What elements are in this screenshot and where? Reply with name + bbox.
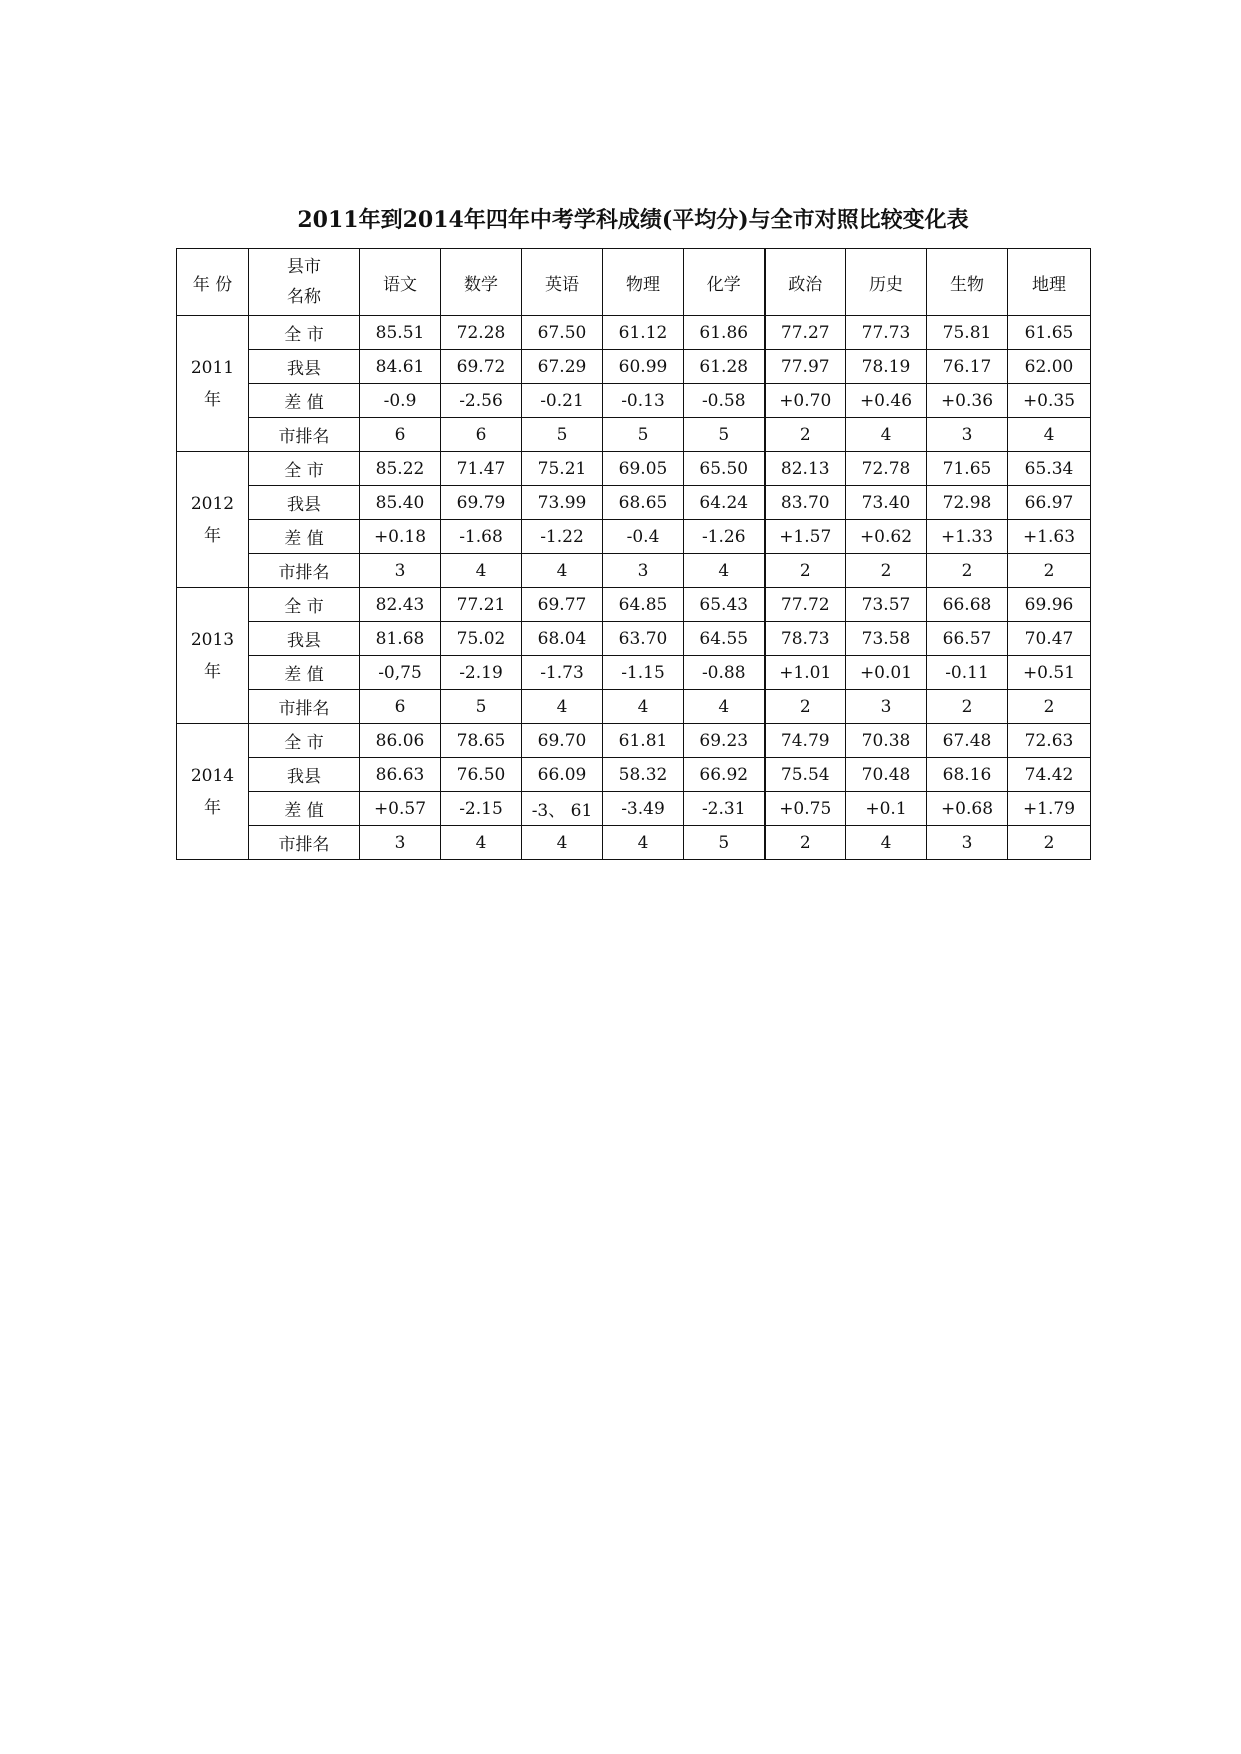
- table-row: [177, 758, 1091, 792]
- cell-city-rank-biology: 2: [927, 554, 1008, 588]
- cell-city-politics: 77.27: [765, 316, 846, 350]
- cell-difference-english: -1.73: [522, 656, 603, 690]
- header-county-name-line1: 县市: [287, 257, 321, 277]
- cell-city-geography: 69.96: [1008, 588, 1091, 622]
- cell-city-history: 72.78: [846, 452, 927, 486]
- row-label-city-rank: 市排名: [249, 826, 360, 860]
- cell-county-biology: 76.17: [927, 350, 1008, 384]
- table-row: [177, 486, 1091, 520]
- cell-county-english: 73.99: [522, 486, 603, 520]
- cell-city-rank-chinese: 6: [360, 690, 441, 724]
- cell-county-history: 70.48: [846, 758, 927, 792]
- table-body: [177, 316, 1091, 860]
- cell-county-chinese: 81.68: [360, 622, 441, 656]
- row-label-difference: 差 值: [249, 520, 360, 554]
- cell-county-chinese: 84.61: [360, 350, 441, 384]
- row-label-city-rank: 市排名: [249, 418, 360, 452]
- cell-city-rank-politics: 2: [765, 826, 846, 860]
- cell-city-rank-history: 4: [846, 826, 927, 860]
- header-row: [177, 249, 1091, 316]
- cell-city-rank-english: 4: [522, 826, 603, 860]
- cell-city-chinese: 85.51: [360, 316, 441, 350]
- cell-county-chinese: 85.40: [360, 486, 441, 520]
- cell-difference-english: -1.22: [522, 520, 603, 554]
- cell-city-rank-chemistry: 4: [684, 690, 765, 724]
- cell-city-rank-politics: 2: [765, 418, 846, 452]
- cell-difference-history: +0.62: [846, 520, 927, 554]
- cell-city-rank-history: 4: [846, 418, 927, 452]
- header-subject-geography: 地理: [1008, 249, 1091, 316]
- cell-county-politics: 75.54: [765, 758, 846, 792]
- table-row: [177, 316, 1091, 350]
- cell-county-history: 73.58: [846, 622, 927, 656]
- cell-city-rank-physics: 4: [603, 690, 684, 724]
- cell-county-geography: 74.42: [1008, 758, 1091, 792]
- year-number: 2013: [190, 629, 235, 650]
- row-label-city: 全 市: [249, 316, 360, 350]
- row-label-county: 我县: [249, 350, 360, 384]
- cell-difference-math: -2.19: [441, 656, 522, 690]
- cell-city-rank-geography: 4: [1008, 418, 1091, 452]
- cell-county-math: 75.02: [441, 622, 522, 656]
- cell-difference-geography: +0.51: [1008, 656, 1091, 690]
- table-row: [177, 452, 1091, 486]
- year-number: 2011: [190, 357, 235, 378]
- row-label-city: 全 市: [249, 452, 360, 486]
- cell-city-biology: 71.65: [927, 452, 1008, 486]
- cell-county-biology: 66.57: [927, 622, 1008, 656]
- cell-city-math: 78.65: [441, 724, 522, 758]
- year-suffix: 年: [204, 389, 221, 410]
- cell-difference-chinese: -0,75: [360, 656, 441, 690]
- cell-difference-math: -2.56: [441, 384, 522, 418]
- cell-city-rank-chemistry: 5: [684, 418, 765, 452]
- cell-city-history: 70.38: [846, 724, 927, 758]
- year-suffix: 年: [204, 661, 221, 682]
- cell-city-politics: 77.72: [765, 588, 846, 622]
- cell-city-rank-politics: 2: [765, 554, 846, 588]
- cell-city-rank-biology: 3: [927, 418, 1008, 452]
- row-label-county: 我县: [249, 486, 360, 520]
- cell-county-chemistry: 66.92: [684, 758, 765, 792]
- cell-city-politics: 74.79: [765, 724, 846, 758]
- cell-city-physics: 61.81: [603, 724, 684, 758]
- cell-city-english: 75.21: [522, 452, 603, 486]
- cell-city-rank-chemistry: 4: [684, 554, 765, 588]
- cell-city-biology: 66.68: [927, 588, 1008, 622]
- cell-difference-english: -3、 61: [522, 792, 603, 826]
- cell-city-math: 71.47: [441, 452, 522, 486]
- year-cell: [177, 588, 249, 724]
- cell-city-rank-math: 5: [441, 690, 522, 724]
- cell-county-history: 73.40: [846, 486, 927, 520]
- cell-city-biology: 75.81: [927, 316, 1008, 350]
- cell-city-english: 67.50: [522, 316, 603, 350]
- cell-difference-physics: -0.4: [603, 520, 684, 554]
- table-row: [177, 588, 1091, 622]
- cell-city-chemistry: 61.86: [684, 316, 765, 350]
- header-subject-politics: 政治: [765, 249, 846, 316]
- cell-county-chinese: 86.63: [360, 758, 441, 792]
- table-row: [177, 724, 1091, 758]
- row-label-difference: 差 值: [249, 792, 360, 826]
- cell-city-physics: 64.85: [603, 588, 684, 622]
- cell-difference-politics: +0.75: [765, 792, 846, 826]
- cell-difference-politics: +1.01: [765, 656, 846, 690]
- cell-city-chinese: 82.43: [360, 588, 441, 622]
- cell-difference-biology: +1.33: [927, 520, 1008, 554]
- cell-difference-chemistry: -0.88: [684, 656, 765, 690]
- year-cell: [177, 724, 249, 860]
- cell-difference-math: -2.15: [441, 792, 522, 826]
- score-comparison-table: [176, 248, 1091, 860]
- row-label-difference: 差 值: [249, 656, 360, 690]
- cell-city-rank-biology: 2: [927, 690, 1008, 724]
- cell-difference-biology: +0.36: [927, 384, 1008, 418]
- table-row: [177, 418, 1091, 452]
- cell-city-english: 69.70: [522, 724, 603, 758]
- cell-city-math: 77.21: [441, 588, 522, 622]
- cell-city-rank-history: 2: [846, 554, 927, 588]
- cell-city-rank-chinese: 3: [360, 826, 441, 860]
- cell-county-english: 68.04: [522, 622, 603, 656]
- cell-city-chemistry: 65.50: [684, 452, 765, 486]
- cell-difference-physics: -1.15: [603, 656, 684, 690]
- cell-city-rank-politics: 2: [765, 690, 846, 724]
- header-subject-math: 数学: [441, 249, 522, 316]
- cell-county-physics: 60.99: [603, 350, 684, 384]
- cell-county-chemistry: 61.28: [684, 350, 765, 384]
- cell-difference-geography: +0.35: [1008, 384, 1091, 418]
- cell-city-chemistry: 69.23: [684, 724, 765, 758]
- cell-city-rank-physics: 3: [603, 554, 684, 588]
- year-suffix: 年: [204, 797, 221, 818]
- cell-difference-chemistry: -1.26: [684, 520, 765, 554]
- cell-county-english: 67.29: [522, 350, 603, 384]
- cell-city-history: 77.73: [846, 316, 927, 350]
- header-subject-english: 英语: [522, 249, 603, 316]
- table-row: [177, 622, 1091, 656]
- cell-city-rank-physics: 4: [603, 826, 684, 860]
- cell-county-chemistry: 64.55: [684, 622, 765, 656]
- cell-difference-biology: +0.68: [927, 792, 1008, 826]
- header-subject-history: 历史: [846, 249, 927, 316]
- cell-difference-biology: -0.11: [927, 656, 1008, 690]
- cell-difference-chinese: -0.9: [360, 384, 441, 418]
- row-label-city: 全 市: [249, 588, 360, 622]
- cell-county-math: 76.50: [441, 758, 522, 792]
- cell-city-rank-english: 4: [522, 554, 603, 588]
- cell-city-rank-geography: 2: [1008, 554, 1091, 588]
- cell-difference-math: -1.68: [441, 520, 522, 554]
- header-subject-biology: 生物: [927, 249, 1008, 316]
- cell-county-politics: 78.73: [765, 622, 846, 656]
- row-label-county: 我县: [249, 622, 360, 656]
- cell-city-rank-physics: 5: [603, 418, 684, 452]
- cell-city-rank-math: 6: [441, 418, 522, 452]
- cell-county-politics: 77.97: [765, 350, 846, 384]
- document-title: 2011年到2014年四年中考学科成绩(平均分)与全市对照比较变化表: [297, 207, 969, 233]
- cell-county-physics: 58.32: [603, 758, 684, 792]
- cell-difference-english: -0.21: [522, 384, 603, 418]
- header-subject-chemistry: 化学: [684, 249, 765, 316]
- table-row: [177, 554, 1091, 588]
- cell-difference-history: +0.46: [846, 384, 927, 418]
- cell-city-rank-chinese: 3: [360, 554, 441, 588]
- cell-county-chemistry: 64.24: [684, 486, 765, 520]
- cell-city-rank-biology: 3: [927, 826, 1008, 860]
- cell-difference-chinese: +0.18: [360, 520, 441, 554]
- cell-county-geography: 70.47: [1008, 622, 1091, 656]
- year-suffix: 年: [204, 525, 221, 546]
- cell-county-physics: 63.70: [603, 622, 684, 656]
- cell-difference-history: +0.01: [846, 656, 927, 690]
- year-number: 2012: [190, 493, 235, 514]
- table-header: [177, 249, 1091, 316]
- cell-difference-chinese: +0.57: [360, 792, 441, 826]
- header-subject-physics: 物理: [603, 249, 684, 316]
- cell-city-rank-geography: 2: [1008, 826, 1091, 860]
- cell-city-chemistry: 65.43: [684, 588, 765, 622]
- row-label-city-rank: 市排名: [249, 690, 360, 724]
- header-subject-chinese: 语文: [360, 249, 441, 316]
- cell-city-chinese: 85.22: [360, 452, 441, 486]
- cell-city-rank-english: 4: [522, 690, 603, 724]
- cell-city-rank-chemistry: 5: [684, 826, 765, 860]
- cell-difference-geography: +1.79: [1008, 792, 1091, 826]
- cell-city-rank-chinese: 6: [360, 418, 441, 452]
- table-row: [177, 350, 1091, 384]
- table-row: [177, 792, 1091, 826]
- cell-city-geography: 72.63: [1008, 724, 1091, 758]
- cell-city-physics: 69.05: [603, 452, 684, 486]
- header-county-name-line2: 名称: [287, 287, 321, 307]
- cell-county-english: 66.09: [522, 758, 603, 792]
- table-row: [177, 384, 1091, 418]
- cell-county-biology: 68.16: [927, 758, 1008, 792]
- cell-city-rank-english: 5: [522, 418, 603, 452]
- year-number: 2014: [190, 765, 235, 786]
- cell-city-rank-math: 4: [441, 554, 522, 588]
- cell-city-english: 69.77: [522, 588, 603, 622]
- cell-county-math: 69.72: [441, 350, 522, 384]
- cell-city-politics: 82.13: [765, 452, 846, 486]
- table-row: [177, 826, 1091, 860]
- cell-city-chinese: 86.06: [360, 724, 441, 758]
- cell-city-biology: 67.48: [927, 724, 1008, 758]
- header-year: 年 份: [177, 249, 249, 316]
- cell-city-geography: 61.65: [1008, 316, 1091, 350]
- cell-difference-chemistry: -2.31: [684, 792, 765, 826]
- year-cell: [177, 452, 249, 588]
- cell-city-physics: 61.12: [603, 316, 684, 350]
- cell-difference-politics: +1.57: [765, 520, 846, 554]
- cell-county-geography: 62.00: [1008, 350, 1091, 384]
- cell-difference-history: +0.1: [846, 792, 927, 826]
- cell-difference-politics: +0.70: [765, 384, 846, 418]
- cell-county-physics: 68.65: [603, 486, 684, 520]
- cell-difference-geography: +1.63: [1008, 520, 1091, 554]
- cell-difference-chemistry: -0.58: [684, 384, 765, 418]
- cell-county-geography: 66.97: [1008, 486, 1091, 520]
- cell-county-history: 78.19: [846, 350, 927, 384]
- cell-city-rank-history: 3: [846, 690, 927, 724]
- table-row: [177, 656, 1091, 690]
- table-row: [177, 520, 1091, 554]
- row-label-city: 全 市: [249, 724, 360, 758]
- cell-city-rank-math: 4: [441, 826, 522, 860]
- table-row: [177, 690, 1091, 724]
- cell-difference-physics: -0.13: [603, 384, 684, 418]
- header-county-name: [249, 249, 360, 316]
- row-label-county: 我县: [249, 758, 360, 792]
- row-label-city-rank: 市排名: [249, 554, 360, 588]
- row-label-difference: 差 值: [249, 384, 360, 418]
- cell-county-math: 69.79: [441, 486, 522, 520]
- year-cell: [177, 316, 249, 452]
- cell-county-biology: 72.98: [927, 486, 1008, 520]
- cell-city-math: 72.28: [441, 316, 522, 350]
- cell-city-rank-geography: 2: [1008, 690, 1091, 724]
- cell-city-history: 73.57: [846, 588, 927, 622]
- cell-difference-physics: -3.49: [603, 792, 684, 826]
- cell-city-geography: 65.34: [1008, 452, 1091, 486]
- cell-county-politics: 83.70: [765, 486, 846, 520]
